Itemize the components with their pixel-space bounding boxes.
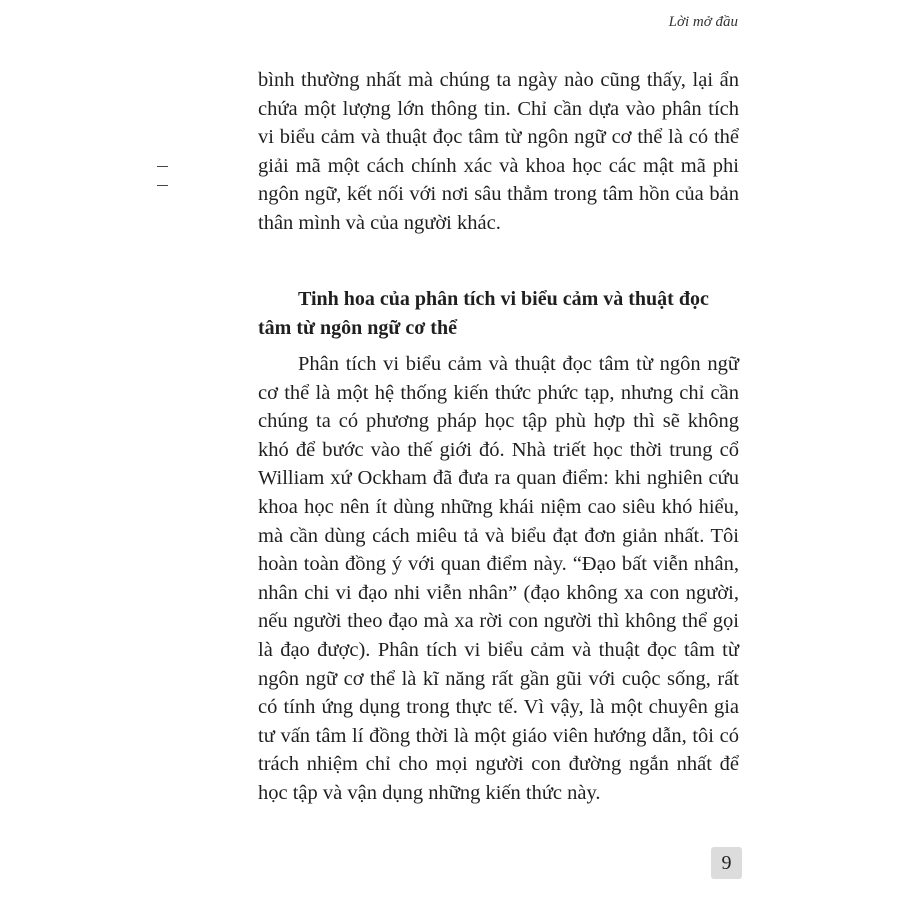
paragraph-continued: bình thường nhất mà chúng ta ngày nào cũng thấy, lại ẩn chứa một lượng lớn thông tin. Chỉ cần dựa vào phân tích vi biểu cảm và thuật đọc tâm từ ngôn ngữ cơ thể là có thể giải mã một cách chính xác và khoa học các mật mã phi ngôn ngữ, kết nối với nơi sâu thẳm trong tâm hồn của bản thân mình và của người khác.	[258, 69, 739, 234]
margin-mark-bottom	[157, 185, 168, 186]
margin-mark-top	[157, 166, 168, 167]
page-number: 9	[711, 847, 742, 879]
paragraph-body: Phân tích vi biểu cảm và thuật đọc tâm từ ngôn ngữ cơ thể là một hệ thống kiến thức phức tạp, nhưng chỉ cần chúng ta có phương pháp học tập phù hợp thì sẽ không khó để bước vào thế giới đó. Nhà triết học thời trung cổ William xứ Ockham đã đưa ra quan điểm: khi nghiên cứu khoa học nên ít dùng những khái niệm cao siêu khó hiểu, mà cần dùng cách miêu tả và biểu đạt đơn giản nhất. Tôi hoàn toàn đồng ý với quan điểm này. “Đạo bất viễn nhân, nhân chi vi đạo nhi viễn nhân” (đạo không xa con người, nếu người theo đạo mà xa rời con người thì không thể gọi là đạo được). Phân tích vi biểu cảm và thuật đọc tâm từ ngôn ngữ cơ thể là kĩ năng rất gần gũi với cuộc sống, rất có tính ứng dụng trong thực tế. Vì vậy, là một chuyên gia tư vấn tâm lí đồng thời là một giáo viên hướng dẫn, tôi có trách nhiệm chỉ cho mọi người con đường ngắn nhất để học tập và vận dụng những kiến thức này.	[258, 353, 739, 804]
running-header: Lời mở đầu	[668, 14, 738, 30]
section-heading: Tinh hoa của phân tích vi biểu cảm và thuật đọc tâm từ ngôn ngữ cơ thể	[258, 288, 709, 339]
